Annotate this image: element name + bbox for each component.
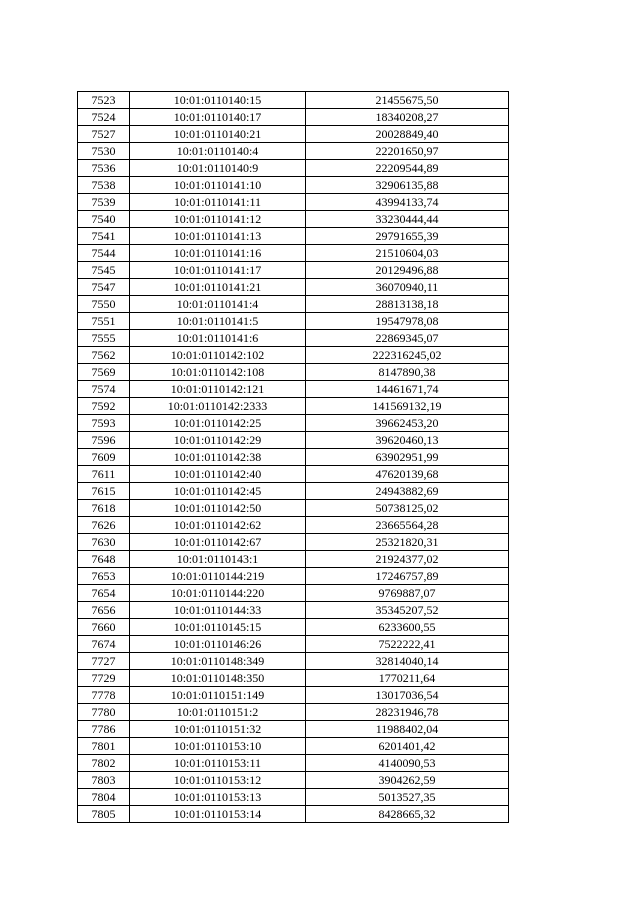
cadastral-number-cell: 10:01:0110148:349 (130, 653, 306, 670)
table-row (78, 381, 509, 398)
table-row (78, 398, 509, 415)
table-row (78, 670, 509, 687)
table-row (78, 602, 509, 619)
row-number-cell: 7593 (78, 415, 130, 432)
row-number-cell: 7547 (78, 279, 130, 296)
row-number-cell: 7656 (78, 602, 130, 619)
row-number-cell: 7802 (78, 755, 130, 772)
table-row (78, 160, 509, 177)
row-number-cell: 7544 (78, 245, 130, 262)
row-number-cell: 7801 (78, 738, 130, 755)
row-number-cell: 7524 (78, 109, 130, 126)
value-cell: 22869345,07 (306, 330, 509, 347)
table-row (78, 228, 509, 245)
cadastral-number-cell: 10:01:0110141:16 (130, 245, 306, 262)
row-number-cell: 7654 (78, 585, 130, 602)
table-row (78, 109, 509, 126)
row-number-cell: 7539 (78, 194, 130, 211)
row-number-cell: 7648 (78, 551, 130, 568)
value-cell: 20129496,88 (306, 262, 509, 279)
table-row (78, 806, 509, 823)
cadastral-number-cell: 10:01:0110153:14 (130, 806, 306, 823)
table-row (78, 568, 509, 585)
cadastral-number-cell: 10:01:0110141:5 (130, 313, 306, 330)
row-number-cell: 7541 (78, 228, 130, 245)
table-row (78, 347, 509, 364)
cadastral-number-cell: 10:01:0110140:4 (130, 143, 306, 160)
table-row (78, 551, 509, 568)
value-cell: 7522222,41 (306, 636, 509, 653)
value-cell: 28231946,78 (306, 704, 509, 721)
row-number-cell: 7780 (78, 704, 130, 721)
value-cell: 13017036,54 (306, 687, 509, 704)
value-cell: 9769887,07 (306, 585, 509, 602)
cadastral-number-cell: 10:01:0110141:12 (130, 211, 306, 228)
cadastral-number-cell: 10:01:0110142:50 (130, 500, 306, 517)
value-cell: 22201650,97 (306, 143, 509, 160)
cadastral-number-cell: 10:01:0110141:17 (130, 262, 306, 279)
cadastral-number-cell: 10:01:0110141:13 (130, 228, 306, 245)
table-row (78, 211, 509, 228)
row-number-cell: 7727 (78, 653, 130, 670)
row-number-cell: 7555 (78, 330, 130, 347)
row-number-cell: 7574 (78, 381, 130, 398)
row-number-cell: 7540 (78, 211, 130, 228)
table-row (78, 296, 509, 313)
table-row (78, 585, 509, 602)
cadastral-number-cell: 10:01:0110153:11 (130, 755, 306, 772)
value-cell: 11988402,04 (306, 721, 509, 738)
cadastral-number-cell: 10:01:0110142:108 (130, 364, 306, 381)
table-row (78, 143, 509, 160)
table-row (78, 126, 509, 143)
table-row (78, 483, 509, 500)
table-row (78, 704, 509, 721)
cadastral-number-cell: 10:01:0110141:4 (130, 296, 306, 313)
value-cell: 29791655,39 (306, 228, 509, 245)
cadastral-value-table (77, 91, 509, 823)
table-row (78, 245, 509, 262)
cadastral-number-cell: 10:01:0110141:10 (130, 177, 306, 194)
table-row (78, 721, 509, 738)
row-number-cell: 7596 (78, 432, 130, 449)
row-number-cell: 7803 (78, 772, 130, 789)
row-number-cell: 7523 (78, 92, 130, 109)
value-cell: 6201401,42 (306, 738, 509, 755)
cadastral-number-cell: 10:01:0110153:10 (130, 738, 306, 755)
value-cell: 8428665,32 (306, 806, 509, 823)
table-row (78, 330, 509, 347)
table-row (78, 432, 509, 449)
cadastral-number-cell: 10:01:0110142:102 (130, 347, 306, 364)
table-row (78, 194, 509, 211)
value-cell: 43994133,74 (306, 194, 509, 211)
table-row (78, 517, 509, 534)
row-number-cell: 7562 (78, 347, 130, 364)
value-cell: 23665564,28 (306, 517, 509, 534)
row-number-cell: 7536 (78, 160, 130, 177)
row-number-cell: 7545 (78, 262, 130, 279)
value-cell: 21455675,50 (306, 92, 509, 109)
value-cell: 14461671,74 (306, 381, 509, 398)
cadastral-number-cell: 10:01:0110144:33 (130, 602, 306, 619)
cadastral-number-cell: 10:01:0110141:11 (130, 194, 306, 211)
table-row (78, 364, 509, 381)
cadastral-number-cell: 10:01:0110140:9 (130, 160, 306, 177)
table-row (78, 466, 509, 483)
value-cell: 20028849,40 (306, 126, 509, 143)
row-number-cell: 7538 (78, 177, 130, 194)
table-row (78, 313, 509, 330)
cadastral-number-cell: 10:01:0110140:15 (130, 92, 306, 109)
value-cell: 19547978,08 (306, 313, 509, 330)
cadastral-number-cell: 10:01:0110153:13 (130, 789, 306, 806)
value-cell: 24943882,69 (306, 483, 509, 500)
cadastral-number-cell: 10:01:0110146:26 (130, 636, 306, 653)
value-cell: 32814040,14 (306, 653, 509, 670)
cadastral-number-cell: 10:01:0110142:62 (130, 517, 306, 534)
value-cell: 6233600,55 (306, 619, 509, 636)
table-row (78, 636, 509, 653)
value-cell: 25321820,31 (306, 534, 509, 551)
value-cell: 222316245,02 (306, 347, 509, 364)
cadastral-number-cell: 10:01:0110141:6 (130, 330, 306, 347)
row-number-cell: 7527 (78, 126, 130, 143)
row-number-cell: 7550 (78, 296, 130, 313)
value-cell: 35345207,52 (306, 602, 509, 619)
row-number-cell: 7630 (78, 534, 130, 551)
value-cell: 63902951,99 (306, 449, 509, 466)
table-body (78, 92, 509, 823)
value-cell: 39662453,20 (306, 415, 509, 432)
cadastral-number-cell: 10:01:0110145:15 (130, 619, 306, 636)
table-row (78, 755, 509, 772)
value-cell: 50738125,02 (306, 500, 509, 517)
table-row (78, 789, 509, 806)
value-cell: 33230444,44 (306, 211, 509, 228)
row-number-cell: 7592 (78, 398, 130, 415)
row-number-cell: 7778 (78, 687, 130, 704)
value-cell: 5013527,35 (306, 789, 509, 806)
table-row (78, 687, 509, 704)
value-cell: 39620460,13 (306, 432, 509, 449)
cadastral-number-cell: 10:01:0110151:32 (130, 721, 306, 738)
row-number-cell: 7804 (78, 789, 130, 806)
row-number-cell: 7653 (78, 568, 130, 585)
table-row (78, 177, 509, 194)
value-cell: 4140090,53 (306, 755, 509, 772)
row-number-cell: 7674 (78, 636, 130, 653)
cadastral-number-cell: 10:01:0110142:40 (130, 466, 306, 483)
table-row (78, 449, 509, 466)
row-number-cell: 7660 (78, 619, 130, 636)
cadastral-number-cell: 10:01:0110141:21 (130, 279, 306, 296)
value-cell: 36070940,11 (306, 279, 509, 296)
cadastral-number-cell: 10:01:0110153:12 (130, 772, 306, 789)
value-cell: 21510604,03 (306, 245, 509, 262)
table-row (78, 279, 509, 296)
cadastral-number-cell: 10:01:0110142:121 (130, 381, 306, 398)
table-row (78, 262, 509, 279)
row-number-cell: 7530 (78, 143, 130, 160)
cadastral-number-cell: 10:01:0110142:67 (130, 534, 306, 551)
cadastral-number-cell: 10:01:0110142:2333 (130, 398, 306, 415)
cadastral-number-cell: 10:01:0110142:25 (130, 415, 306, 432)
table-row (78, 738, 509, 755)
value-cell: 141569132,19 (306, 398, 509, 415)
value-cell: 3904262,59 (306, 772, 509, 789)
row-number-cell: 7611 (78, 466, 130, 483)
row-number-cell: 7729 (78, 670, 130, 687)
table-row (78, 619, 509, 636)
row-number-cell: 7626 (78, 517, 130, 534)
value-cell: 21924377,02 (306, 551, 509, 568)
row-number-cell: 7786 (78, 721, 130, 738)
table-row (78, 500, 509, 517)
cadastral-number-cell: 10:01:0110144:219 (130, 568, 306, 585)
cadastral-number-cell: 10:01:0110151:149 (130, 687, 306, 704)
value-cell: 17246757,89 (306, 568, 509, 585)
table-row (78, 772, 509, 789)
cadastral-number-cell: 10:01:0110148:350 (130, 670, 306, 687)
table-row (78, 534, 509, 551)
value-cell: 47620139,68 (306, 466, 509, 483)
table-row (78, 92, 509, 109)
cadastral-number-cell: 10:01:0110140:17 (130, 109, 306, 126)
row-number-cell: 7551 (78, 313, 130, 330)
cadastral-number-cell: 10:01:0110140:21 (130, 126, 306, 143)
cadastral-number-cell: 10:01:0110151:2 (130, 704, 306, 721)
table-row (78, 653, 509, 670)
cadastral-number-cell: 10:01:0110142:29 (130, 432, 306, 449)
row-number-cell: 7615 (78, 483, 130, 500)
cadastral-number-cell: 10:01:0110143:1 (130, 551, 306, 568)
row-number-cell: 7805 (78, 806, 130, 823)
cadastral-number-cell: 10:01:0110142:45 (130, 483, 306, 500)
row-number-cell: 7618 (78, 500, 130, 517)
value-cell: 18340208,27 (306, 109, 509, 126)
row-number-cell: 7609 (78, 449, 130, 466)
value-cell: 22209544,89 (306, 160, 509, 177)
cadastral-number-cell: 10:01:0110144:220 (130, 585, 306, 602)
value-cell: 8147890,38 (306, 364, 509, 381)
value-cell: 1770211,64 (306, 670, 509, 687)
value-cell: 28813138,18 (306, 296, 509, 313)
table-row (78, 415, 509, 432)
cadastral-number-cell: 10:01:0110142:38 (130, 449, 306, 466)
value-cell: 32906135,88 (306, 177, 509, 194)
row-number-cell: 7569 (78, 364, 130, 381)
